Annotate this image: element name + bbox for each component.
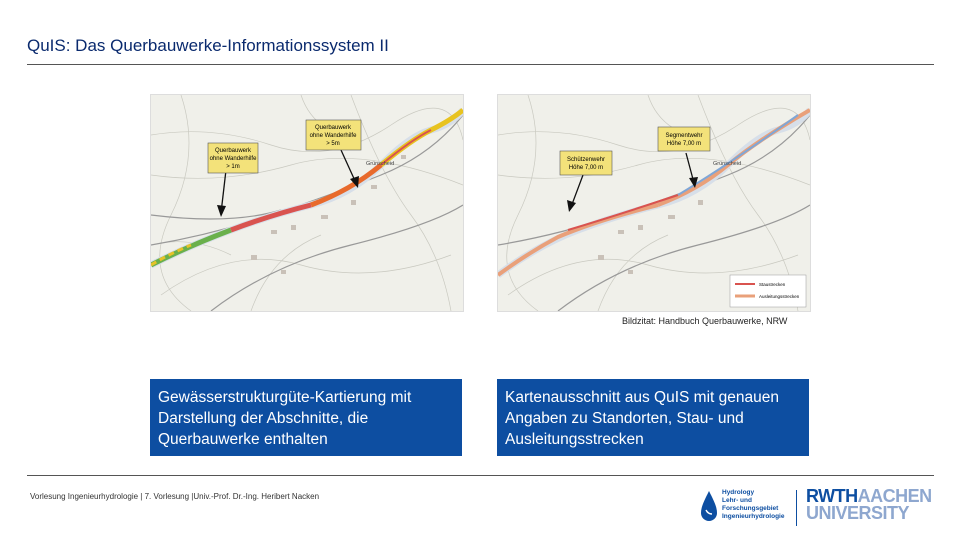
callout-2-line-2: Höhe 7,00 m xyxy=(666,141,702,147)
callout-2-line-2: ohne Wanderhilfe xyxy=(309,133,357,139)
logo-separator xyxy=(796,490,797,526)
rwth-logo xyxy=(806,488,932,522)
rwth-logo-part-2: AACHEN xyxy=(857,486,932,506)
hydro-logo-line-1: Hydrology xyxy=(722,489,755,496)
water-drop-icon xyxy=(700,490,718,524)
callout-1-line-3: > 1m xyxy=(226,164,240,170)
callout-2-line-1: Segmentwehr xyxy=(665,133,703,139)
callout-2-line-3: > 5m xyxy=(326,141,340,147)
place-label: Grünscheid xyxy=(713,161,742,167)
top-divider xyxy=(27,64,934,65)
hydro-logo-line-3: Forschungsgebiet xyxy=(722,505,779,512)
callout-1-line-2: ohne Wanderhilfe xyxy=(209,156,257,162)
legend-item-staustrecken: Staustrecken xyxy=(759,282,786,287)
page-title: QuIS: Das Querbauwerke-Informationssystem II xyxy=(27,36,389,55)
legend-item-ausleitungsstrecken: Ausleitungsstrecken xyxy=(759,294,800,299)
caption-left: Gewässerstrukturgüte-Kartierung mit Darstellung der Abschnitte, die Querbauwerke enthalten xyxy=(150,379,462,456)
caption-right: Kartenausschnitt aus QuIS mit genauen Angaben zu Standorten, Stau- und Ausleitungsstrecken xyxy=(497,379,809,456)
callout-1-line-2: Höhe 7,00 m xyxy=(568,165,604,171)
callout-1-line-1: Schützenwehr xyxy=(566,157,606,163)
hydrology-logo xyxy=(700,488,790,528)
hydro-logo-line-4: Ingenieurhydrologie xyxy=(722,513,785,520)
map-structure-quality xyxy=(150,94,464,312)
footer-text: Vorlesung Ingenieurhydrologie | 7. Vorlesung |Univ.-Prof. Dr.-Ing. Heribert Nacken xyxy=(30,492,320,501)
place-label: Grünscheid xyxy=(366,161,395,167)
image-credit: Bildzitat: Handbuch Querbauwerke, NRW xyxy=(622,316,788,326)
callout-1-line-1: Querbauwerk xyxy=(214,148,252,154)
callout-2-line-1: Querbauwerk xyxy=(314,125,352,131)
rwth-logo-line-2: UNIVERSITY xyxy=(806,503,910,523)
map-quis-excerpt xyxy=(497,94,811,312)
bottom-divider xyxy=(27,475,934,476)
hydro-logo-line-2: Lehr- und xyxy=(722,497,752,504)
rwth-logo-part-1: RWTH xyxy=(806,486,858,506)
